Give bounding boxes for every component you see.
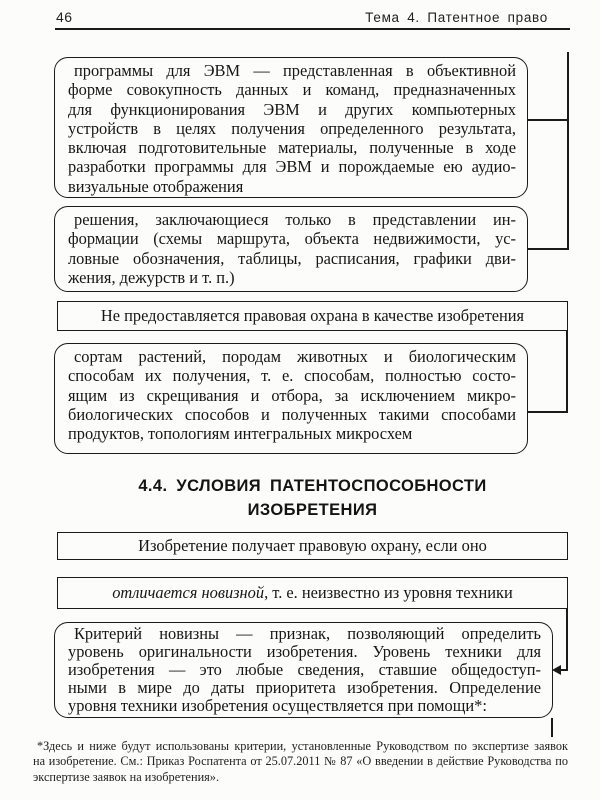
connector-stub-box4 xyxy=(528,411,568,413)
text-line: Критерий новизны — признак, позволяющий определить xyxy=(74,624,541,643)
running-title: Тема 4. Патентное право xyxy=(365,10,548,25)
connector-top-vertical xyxy=(567,52,569,250)
text-line: уровня техники изобретения осуществляется при помощи*: xyxy=(68,695,487,715)
novelty-criterion-text xyxy=(55,623,552,718)
flow-box-program-definition xyxy=(54,57,528,198)
plants-animals-text xyxy=(55,344,527,446)
footnote xyxy=(33,739,568,785)
text-line: программы для ЭВМ — представленная в объективной xyxy=(74,61,516,80)
section-heading xyxy=(55,474,570,522)
text-line: визуальные отображения xyxy=(68,176,244,196)
text-line: разработки программы для ЭВМ и порождаемые ею аудио- xyxy=(68,157,516,177)
text-line: для функционирования ЭВМ и других компьютерных xyxy=(68,99,516,119)
arrowhead-left-icon xyxy=(552,665,561,675)
flow-box-plants-animals xyxy=(54,343,528,454)
text-line: уровень оригинальности изобретения. Уровень техники для xyxy=(68,641,541,661)
connector-stub-box7 xyxy=(560,669,568,671)
text-line: ИЗОБРЕТЕНИЯ xyxy=(247,501,378,519)
text-line: продуктов, топологиям интегральных микросхем xyxy=(68,424,413,444)
text-line: способам их получения, т. е. способам, полностью состо- xyxy=(68,366,516,386)
page-number: 46 xyxy=(56,9,73,25)
text-line: форме совокупность данных и команд, предназначенных xyxy=(68,80,516,100)
connector-continuation-tail xyxy=(551,718,553,737)
text-line: ловные обозначения, таблицы, расписания, графики дви- xyxy=(68,248,516,268)
text-line: на изобретение. См.: Приказ Роспатента от 25.07.2011 № 87 «О введении в действие Руководства по xyxy=(33,754,568,769)
no-protection-text: Не предоставляется правовая охрана в качестве изобретения xyxy=(100,306,525,325)
invention-protection-text: Изобретение получает правовую охрану, если оно xyxy=(138,536,487,555)
flow-box-information-solutions xyxy=(54,206,528,292)
text-line: биологических способов и полученных такими способами xyxy=(68,404,516,424)
novelty-emphasis: отличается новизной xyxy=(112,583,265,602)
text-line: изобретения — это любые сведения, ставшие общедоступ- xyxy=(68,659,541,679)
text-line: решения, заключающиеся только в представлении ин- xyxy=(74,210,516,229)
text-line: формации (схемы маршрута, объекта недвижимости, ус- xyxy=(68,229,516,249)
flow-box-no-protection xyxy=(57,301,568,331)
novelty-condition-text xyxy=(58,583,567,603)
text-line: сортам растений, породам животных и биологическим xyxy=(74,347,516,366)
text-line: ящим из скрещивания и отбора, за исключением микро- xyxy=(68,385,516,405)
information-solutions-text xyxy=(55,207,527,290)
text-line: 4.4. УСЛОВИЯ ПАТЕНТОСПОСОБНОСТИ xyxy=(138,477,487,495)
flow-box-invention-protection xyxy=(57,532,568,560)
text-line: устройств в целях получения определенного результата, xyxy=(68,118,516,138)
text-line: *Здесь и ниже будут использованы критерии, установленные Руководством по экспертизе заявок xyxy=(37,739,568,753)
header-rule xyxy=(55,28,570,30)
text-line: жения, дежурств и т. п.) xyxy=(68,267,235,287)
connector-stub-box1 xyxy=(528,119,568,121)
program-definition-text xyxy=(55,58,527,199)
connector-stub-box2 xyxy=(528,248,568,250)
novelty-rest: , т. е. неизвестно из уровня техники xyxy=(264,583,513,602)
text-line: ными в мире до даты приоритета изобретения. Определение xyxy=(68,677,541,697)
text-line: включая подготовительные материалы, полученные в ходе xyxy=(68,138,516,158)
connector-mid-vertical xyxy=(566,331,568,412)
connector-bottom-vertical xyxy=(566,609,568,671)
flow-box-novelty-condition xyxy=(57,577,568,609)
flow-box-novelty-criterion xyxy=(54,622,553,718)
text-line: экспертизе заявок на изобретения». xyxy=(33,769,220,784)
